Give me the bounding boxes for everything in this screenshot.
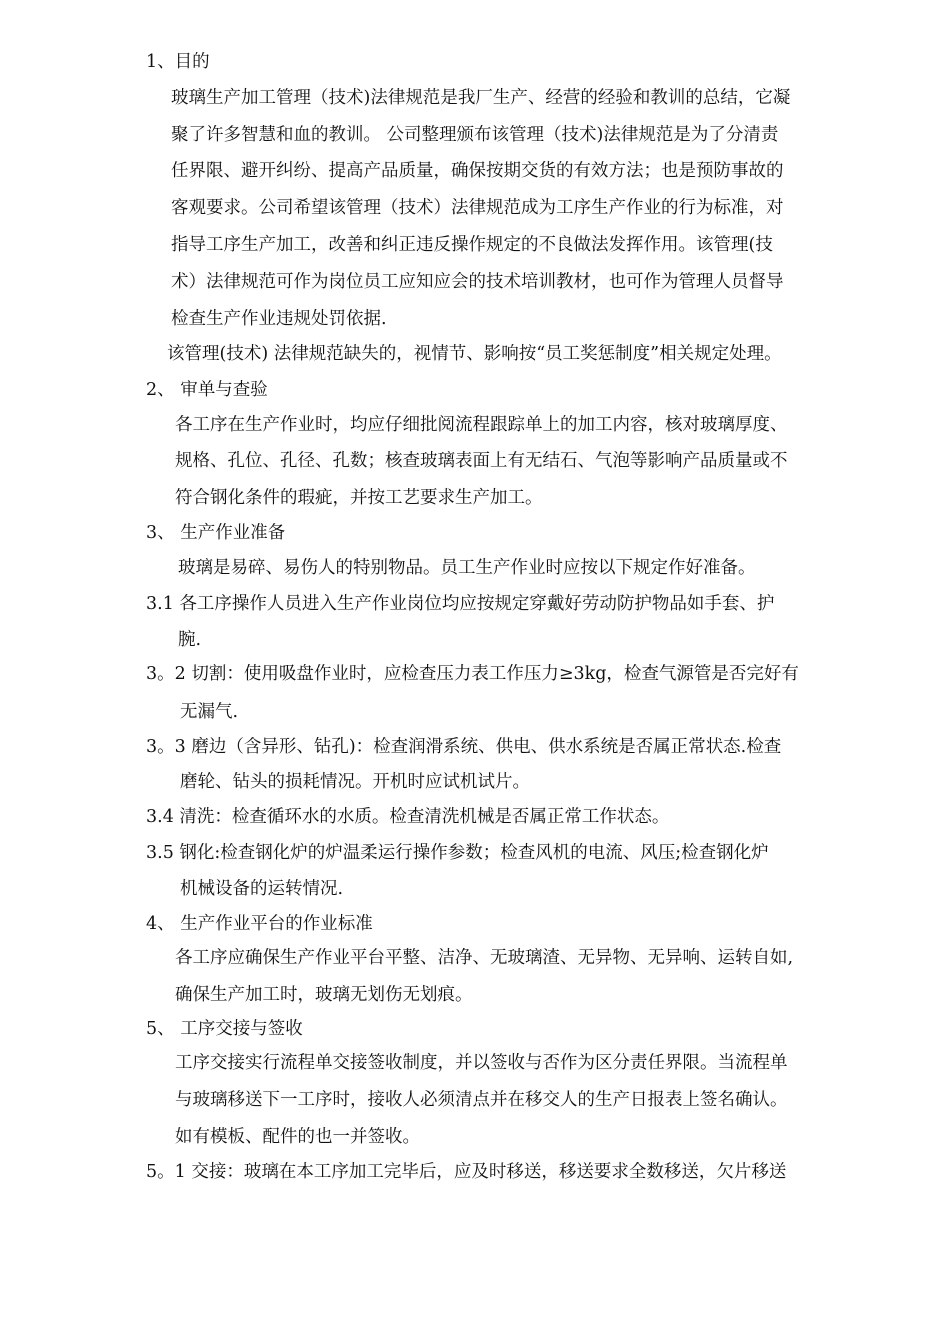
paragraph-line: 玻璃生产加工管理（技术)法律规范是我厂生产、经营的经验和教训的总结，它凝 (171, 88, 791, 108)
paragraph-line: 无漏气. (180, 702, 239, 722)
section-heading: 4、 生产作业平台的作业标准 (146, 914, 373, 934)
paragraph-line: 如有模板、配件的也一并签收。 (175, 1127, 420, 1147)
paragraph-line: 确保生产加工时，玻璃无划伤无划痕。 (175, 985, 473, 1005)
paragraph-line: 检查生产作业违规处罚依据. (171, 309, 387, 329)
paragraph-line: 术）法律规范可作为岗位员工应知应会的技术培训教材，也可作为管理人员督导 (171, 272, 784, 292)
paragraph-line: 腕. (178, 630, 202, 650)
paragraph-line: 与玻璃移送下一工序时，接收人必须清点并在移交人的生产日报表上签名确认。 (175, 1090, 788, 1110)
paragraph-line: 各工序应确保生产作业平台平整、洁净、无玻璃渣、无异物、无异响、运转自如, (175, 948, 794, 968)
subsection-line: 3.4 清洗：检查循环水的水质。检查清洗机械是否属正常工作状态。 (146, 807, 670, 827)
paragraph-line: 任界限、避开纠纷、提高产品质量，确保按期交货的有效方法；也是预防事故的 (171, 161, 784, 181)
section-heading: 5、 工序交接与签收 (146, 1019, 303, 1039)
paragraph-line: 符合钢化条件的瑕疵，并按工艺要求生产加工。 (175, 488, 543, 508)
section-heading: 1、目的 (146, 52, 210, 72)
paragraph-line: 各工序在生产作业时，均应仔细批阅流程跟踪单上的加工内容，核对玻璃厚度、 (175, 415, 788, 435)
paragraph-line: 磨轮、钻头的损耗情况。开机时应试机试片。 (180, 772, 530, 792)
subsection-line: 5。1 交接：玻璃在本工序加工完毕后，应及时移送，移送要求全数移送，欠片移送 (146, 1162, 787, 1182)
paragraph-line: 指导工序生产加工，改善和纠正违反操作规定的不良做法发挥作用。该管理(技 (171, 235, 773, 255)
paragraph-line: 机械设备的运转情况. (180, 879, 344, 899)
paragraph-line: 玻璃是易碎、易伤人的特别物品。员工生产作业时应按以下规定作好准备。 (178, 558, 756, 578)
subsection-line: 3。2 切割：使用吸盘作业时，应检查压力表工作压力≥3kg，检查气源管是否完好有 (146, 664, 799, 684)
subsection-line: 3.5 钢化:检查钢化炉的炉温柔运行操作参数；检查风机的电流、风压;检查钢化炉 (146, 843, 769, 863)
paragraph-line: 工序交接实行流程单交接签收制度，并以签收与否作为区分责任界限。当流程单 (175, 1053, 788, 1073)
paragraph-line: 规格、孔位、孔径、孔数；核查玻璃表面上有无结石、气泡等影响产品质量或不 (175, 451, 788, 471)
paragraph-line: 客观要求。公司希望该管理（技术）法律规范成为工序生产作业的行为标准，对 (171, 198, 784, 218)
paragraph-line: 聚了许多智慧和血的教训。 公司整理颁布该管理（技术)法律规范是为了分清责 (171, 125, 779, 145)
subsection-line: 3.1 各工序操作人员进入生产作业岗位均应按规定穿戴好劳动防护物品如手套、护 (146, 594, 775, 614)
paragraph-line: 该管理(技术) 法律规范缺失的，视情节、影响按“员工奖惩制度”相关规定处理。 (167, 344, 782, 364)
section-heading: 2、 审单与查验 (146, 380, 268, 400)
section-heading: 3、 生产作业准备 (146, 523, 286, 543)
subsection-line: 3。3 磨边（含异形、钻孔)：检查润滑系统、供电、供水系统是否属正常状态.检查 (146, 737, 782, 757)
